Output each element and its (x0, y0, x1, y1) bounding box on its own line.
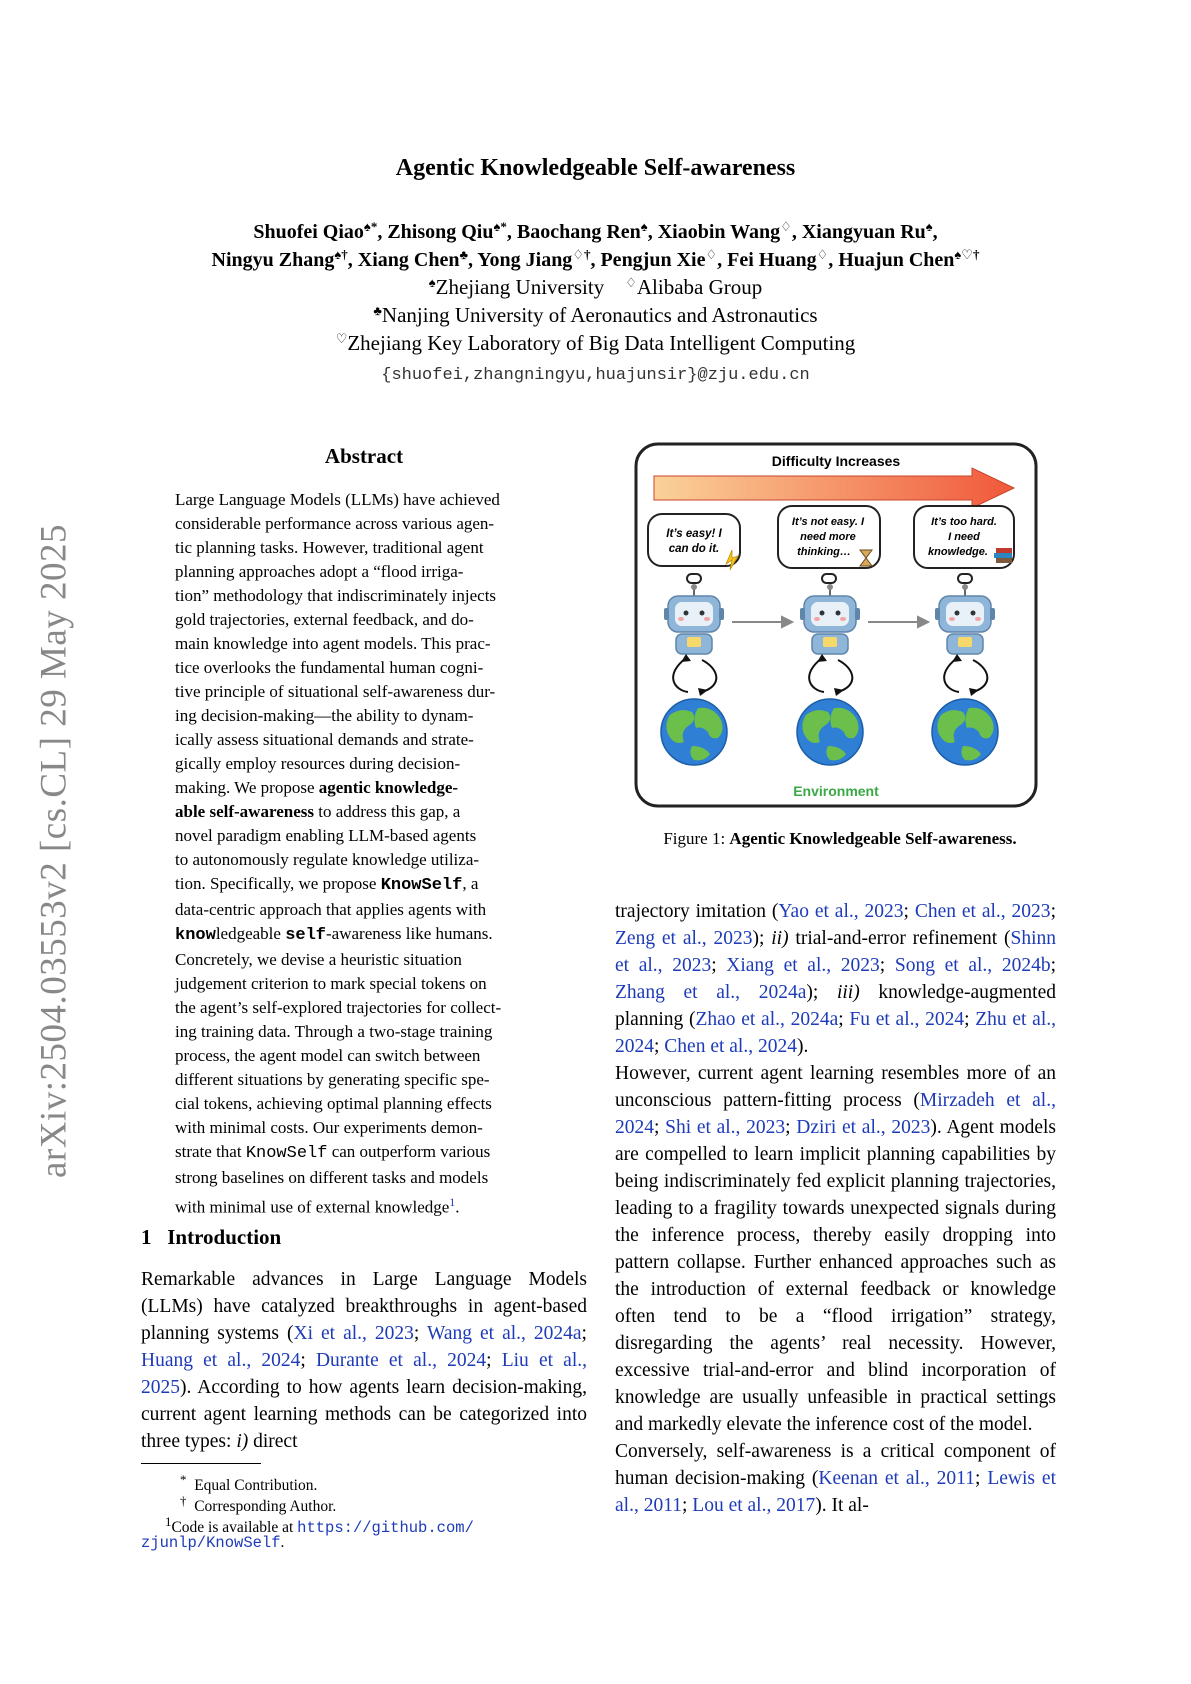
abstract-line: gold trajectories, external feedback, and do- (175, 610, 474, 629)
author-mark: ♠* (363, 219, 378, 234)
abstract-line: process, the agent model can switch between (175, 1046, 481, 1065)
footnote-rule (141, 1463, 261, 1464)
figure-caption: Figure 1: Agentic Knowledgeable Self-awareness. (663, 829, 1017, 848)
abstract-line: tive principle of situational self-awareness dur- (175, 682, 496, 701)
svg-text:It’s too hard.: It’s too hard. (931, 516, 997, 528)
author-mark: ♢ (705, 247, 718, 262)
citation-link[interactable]: Zhao et al., 2024a (695, 1009, 839, 1030)
citation-link[interactable]: Keenan et al., 2011 (818, 1468, 975, 1489)
speech-bubble-easy (648, 514, 740, 570)
citation-link[interactable]: Mirzadeh et al., 2024 (615, 1090, 1056, 1138)
paper-title: Agentic Knowledgeable Self-awareness (395, 155, 796, 181)
author-name: Shuofei Qiao (253, 221, 364, 243)
arxiv-stamp (24, 498, 84, 1204)
abstract-line: Concretely, we devise a heuristic situation (175, 950, 462, 969)
footnote-equal: * Equal Contribution. (180, 1472, 318, 1495)
abstract-line: the agent’s self-explored trajectories for collect- (175, 998, 502, 1017)
abstract-line: judgement criterion to mark special tokens on (175, 974, 487, 993)
author-mark: ♠* (493, 219, 507, 234)
alibaba-mark: ♢ (625, 275, 637, 290)
author-mark: ♢† (572, 247, 591, 262)
affiliation-line-2 (0, 303, 1191, 328)
earth-globe-icon (661, 699, 727, 765)
abstract-line: main knowledge into agent models. This prac- (175, 634, 491, 653)
author-name: Xiangyuan Ru (801, 221, 926, 243)
citation-link[interactable]: Liu et al., 2025 (141, 1350, 587, 1398)
citation-link[interactable]: Song et al., 2024b (894, 955, 1051, 976)
abstract-body: Large Language Models (LLMs) have achieved considerable performance across various agen- tic planning tasks. However, traditional agent planning approaches adopt a “flood irriga- tion” methodology that indiscriminately injects gold trajectories, external feedback, and do- main knowledge into agent models. This prac- tice overlooks the fundamental human cogni- tive principle of situational self-awareness dur- ing decision-making—the ability to dynam- ically assess situational demands and strate- gically employ resources during decision- making. We propose agentic knowledge- able self-awareness to address this gap, a novel paradigm enabling LLM-based agents to autonomously regulate knowledge utiliza- tion. Specifically, we propose KnowSelf, a data-centric approach that applies agents with knowledgeable self-awareness like humans. Concretely, we devise a heuristic situation judgement criterion to mark special tokens on the agent’s self-explored trajectories for collect- ing training data. Through a two-stage training process, the agent model can switch between different situations by generating specific spe- cial tokens, achieving optimal planning effects with minimal costs. Our experiments demon- strate that KnowSelf can outperform various strong baselines on different tasks and models with minimal use of external knowledge$^1$. (175, 488, 553, 1220)
environment-label: Environment (793, 783, 879, 799)
author-name: Ningyu Zhang (211, 249, 335, 271)
citation-link[interactable]: Chen et al., 2023 (914, 901, 1051, 922)
svg-text:It’s easy! I: It’s easy! I (666, 528, 722, 540)
intro-paragraph-2: However, current agent learning resembles more of an unconscious pattern-fitting process (Mirzadeh et al., 2024; Shi et al., 2023; Dziri et al., 2023). Agent models are compelled to learn implicit planning capabilities by being indiscriminately fed explicit planning trajectories, leading to a fragility towards unexpected signals during the inference process, thereby easily dropping into pattern collapse. Further enhanced approaches such as the introduction of external feedback or knowledge often tend to be a “flood irrigation” strategy, disregarding the agents’ real necessity. However, excessive trial-and-error and blind incorporation of knowledge are usually unfeasible in practical settings and markedly elevate the inference cost of the model. (615, 1063, 1057, 1435)
citation-link[interactable]: Fu et al., 2024 (849, 1009, 965, 1030)
author-name: Baochang Ren (516, 221, 641, 243)
svg-text:It’s not easy. I: It’s not easy. I (791, 516, 865, 528)
abstract-heading: Abstract (324, 444, 404, 468)
nuaa-affiliation: Nanjing University of Aeronautics and Astronautics (381, 303, 818, 327)
svg-text:can do it.: can do it. (668, 543, 720, 555)
citation-link[interactable]: Shinn et al., 2023 (615, 928, 1056, 976)
abstract-line: tice overlooks the fundamental human cogni- (175, 658, 484, 677)
abstract-line: to autonomously regulate knowledge utiliza- (175, 850, 480, 869)
author-mark: ♢ (780, 219, 792, 234)
knowself-code: KnowSelf (380, 876, 463, 895)
intro-paragraph-1-cont: trajectory imitation (Yao et al., 2023; Chen et al., 2023; Zeng et al., 2023); ii) trial-and-error refinement (Shinn et al., 2023; Xiang et al., 2023; Song et al., 2024b; Zhang et al., 2024a); iii) knowledge-augmented planning (Zhao et al., 2024a; Fu et al., 2024; Zhu et al., 2024; Chen et al., 2024). (615, 901, 1057, 1057)
github-link-cont[interactable]: zjunlp/KnowSelf (141, 1534, 281, 1552)
citation-link[interactable]: Lou et al., 2017 (692, 1495, 816, 1516)
author-mark: ♣ (459, 247, 469, 262)
abstract-line: tion” methodology that indiscriminately injects (175, 586, 497, 605)
abstract-line: gically employ resources during decision- (175, 754, 461, 773)
lab-affiliation: Zhejiang Key Laboratory of Big Data Intelligent Computing (347, 331, 856, 355)
author-name: Fei Huang (727, 249, 817, 271)
svg-text:knowledge.: knowledge. (928, 546, 988, 558)
abstract-line: different situations by generating specific spe- (175, 1070, 490, 1089)
svg-text:I need: I need (948, 531, 980, 543)
abstract-line: considerable performance across various agen- (175, 514, 495, 533)
figure-1 (632, 440, 1040, 810)
author-name: Pengjun Xie (600, 249, 706, 271)
nuaa-mark: ♣ (373, 303, 382, 318)
citation-link[interactable]: Xiang et al., 2023 (726, 955, 880, 976)
author-name: Xiaobin Wang (657, 221, 781, 243)
speech-bubble-medium (778, 506, 880, 568)
intro-paragraph-1: Remarkable advances in Large Language Models (LLMs) have catalyzed breakthroughs in agent-based planning systems (Xi et al., 2023; Wang et al., 2024a; Huang et al., 2024; Durante et al., 2024; Liu et al., 2025). According to how agents learn decision-making, current agent learning methods can be categorized into three types: i) direct (141, 1269, 587, 1452)
speech-bubble-hard (914, 506, 1014, 568)
zju-mark: ♠ (428, 275, 436, 290)
affiliation-line-1 (0, 275, 1191, 300)
intro-heading: 1 Introduction (141, 1225, 282, 1249)
arxiv-stamp-text: arXiv:2504.03553v2 [cs.CL] 29 May 2025 (33, 523, 75, 1179)
abstract-line: planning approaches adopt a “flood irriga- (175, 562, 464, 581)
citation-link[interactable]: Shi et al., 2023 (665, 1117, 786, 1138)
abstract-line: cial tokens, achieving optimal planning effects (175, 1094, 492, 1113)
citation-link[interactable]: Dziri et al., 2023 (796, 1117, 931, 1138)
svg-text:need more: need more (800, 531, 856, 543)
abstract-line: novel paradigm enabling LLM-based agents (175, 826, 477, 845)
alibaba-affiliation: Alibaba Group (636, 275, 763, 299)
footnote-ref-1[interactable]: 1 (449, 1195, 456, 1209)
footnote-code-cont: zjunlp/KnowSelf. (141, 1534, 285, 1552)
author-mark: ♠ (925, 219, 933, 234)
citation-link[interactable]: Zhu et al., 2024 (615, 1009, 1057, 1057)
citation-link[interactable]: Chen et al., 2024 (664, 1036, 797, 1057)
citation-link[interactable]: Huang et al., 2024 (141, 1350, 301, 1371)
author-mark: ♢ (816, 247, 829, 262)
difficulty-header: Difficulty Increases (771, 453, 901, 469)
citation-link[interactable]: Lewis et al., 2011 (615, 1468, 1056, 1516)
author-line-1: Shuofei Qiao♠*, Zhisong Qiu♠*, Baochang Ren♠, Xiaobin Wang♢, Xiangyuan Ru♠, (253, 219, 938, 243)
books-icon (994, 548, 1012, 563)
citation-link[interactable]: Xi et al., 2023 (293, 1323, 414, 1344)
abstract-line: Large Language Models (LLMs) have achieved (175, 490, 500, 509)
abstract-line: ing decision-making—the ability to dynam- (175, 706, 474, 725)
earth-globe-icon (797, 699, 863, 765)
intro-paragraph-3: Conversely, self-awareness is a critical component of human decision-making (Keenan et al., 2011; Lewis et al., 2011; Lou et al., 2017). It al- (615, 1441, 1056, 1516)
author-mark: ♠♡† (954, 247, 980, 262)
svg-text:thinking…: thinking… (797, 546, 851, 558)
lab-mark: ♡ (335, 331, 348, 346)
author-mark: ♠ (640, 219, 648, 234)
citation-link[interactable]: Yao et al., 2023 (778, 901, 904, 922)
citation-link[interactable]: Zeng et al., 2023 (615, 928, 753, 949)
abstract-line: ing training data. Through a two-stage training (175, 1022, 493, 1041)
zju-affiliation: Zhejiang University (435, 275, 605, 299)
author-name: Yong Jiang (477, 249, 573, 271)
author-name: Xiang Chen (357, 249, 460, 271)
author-name: Huajun Chen (838, 249, 955, 271)
citation-link[interactable]: Wang et al., 2024a (426, 1323, 582, 1344)
environment-globes (661, 699, 998, 765)
footnote-corresponding: † Corresponding Author. (180, 1493, 337, 1516)
footnote-code: $^1$Code is available at https://github.com/ (165, 1514, 474, 1538)
abstract-line: tic planning tasks. However, traditional agent (175, 538, 484, 557)
abstract-line: with minimal costs. Our experiments demon- (175, 1118, 483, 1137)
author-line-2: Ningyu Zhang♠†, Xiang Chen♣, Yong Jiang♢†, Pengjun Xie♢, Fei Huang♢, Huajun Chen♠♡† (211, 247, 980, 271)
citation-link[interactable]: Durante et al., 2024 (315, 1350, 487, 1371)
earth-globe-icon (932, 699, 998, 765)
author-name: Zhisong Qiu (387, 221, 494, 243)
author-mark: ♠† (334, 247, 348, 262)
author-emails: {shuofei,zhangningyu,huajunsir}@zju.edu.cn (381, 366, 810, 385)
github-link[interactable]: https://github.com/ (297, 1519, 474, 1538)
affiliation-line-3 (0, 331, 1191, 356)
citation-link[interactable]: Zhang et al., 2024a (615, 982, 807, 1003)
intro-right-column (615, 898, 1056, 1519)
abstract-line: ically assess situational demands and strate- (175, 730, 474, 749)
